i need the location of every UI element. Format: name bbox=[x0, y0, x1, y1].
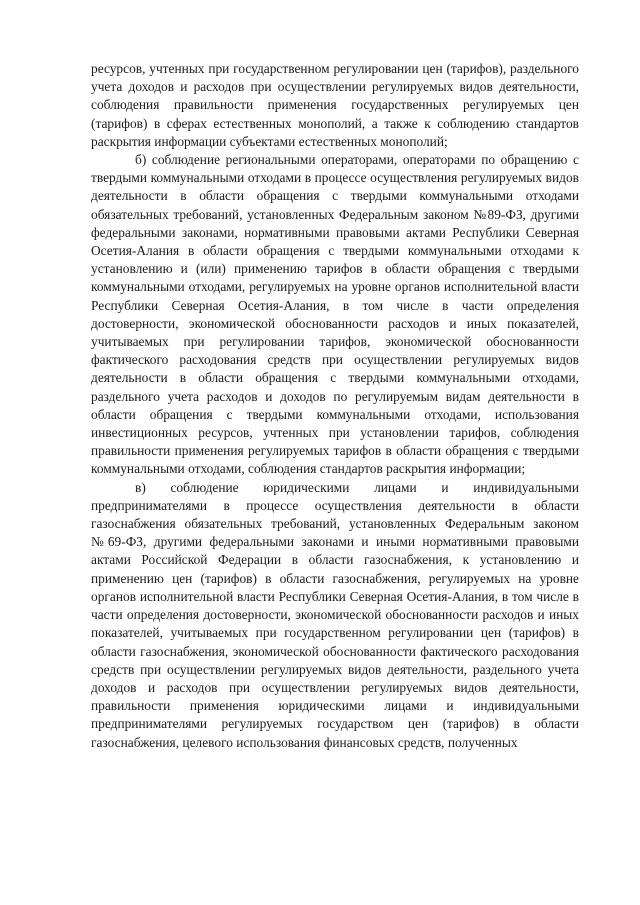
paragraph-v: в) соблюдение юридическими лицами и индивидуальными предпринимателями в процессе осуществления деятельности в области газоснабжения обязательных требований, установленных Федеральным законом №69-ФЗ, другими федеральными законами и иными нормативными правовыми актами Российской Федерации в области газоснабжения, к установлению и применению цен (тарифов) в области газоснабжения, регулируемых на уровне органов исполнительной власти Республики Северная Осетия-Алания, в том числе в части определения достоверности, экономической обоснованности расходов и иных показателей, учитываемых при государственном регулировании цен (тарифов) в области газоснабжения, экономической обоснованности фактического расходования средств при осуществлении регулируемых видов деятельности, раздельного учета доходов и расходов при осуществлении регулируемых видов деятельности, правильности применения юридическими лицами и индивидуальными предпринимателями регулируемых государством цен (тарифов) в области газоснабжения, целевого использования финансовых средств, полученных bbox=[91, 479, 579, 750]
paragraph-continuation: ресурсов, учтенных при государственном регулировании цен (тарифов), раздельного учета доходов и расходов при осуществлении регулируемых видов деятельности, соблюдения правильности применения государственных регулируемых цен (тарифов) в сферах естественных монополий, а также к соблюдению стандартов раскрытия информации субъектами естественных монополий; bbox=[91, 61, 579, 149]
paragraph-b: б) соблюдение региональными операторами, операторами по обращению с твердыми коммунальными отходами в процессе осуществления регулируемых видов деятельности в области обращения с твердыми коммунальными отходами обязательных требований, установленных Федеральным законом №89-ФЗ, другими федеральными законами, нормативными правовыми актами Республики Северная Осетия-Алания в области обращения с твердыми коммунальными отходами к установлению и (или) применению тарифов в области обращения с твердыми коммунальными отходами, регулируемых на уровне органов исполнительной власти Республики Северная Осетия-Алания, в том числе в части определения достоверности, экономической обоснованности расходов и иных показателей, учитываемых при регулировании тарифов, экономической обоснованности фактического расходования средств при осуществлении регулируемых видов деятельности в области обращения с твердыми коммунальными отходами, раздельного учета расходов и доходов по регулируемым видам деятельности в области обращения с твердыми коммунальными отходами, использования инвестиционных ресурсов, учтенных при установлении тарифов, соблюдения правильности применения регулируемых тарифов в области обращения с твердыми коммунальными отходами, соблюдения стандартов раскрытия информации; bbox=[91, 152, 579, 477]
document-body bbox=[91, 60, 579, 752]
